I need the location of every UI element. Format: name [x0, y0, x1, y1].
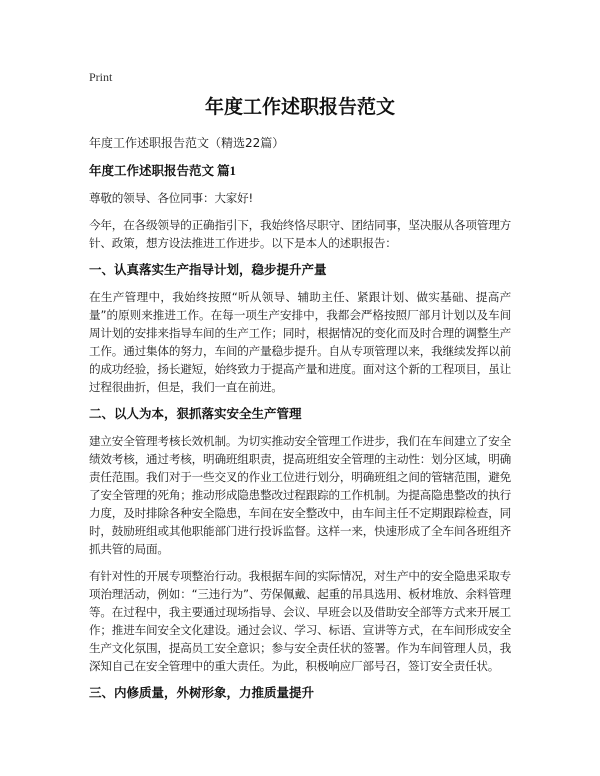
section-2-paragraph-2: 有针对性的开展专项整治行动。我根据车间的实际情况，对生产中的安全隐患采取专项治理活动，例如：“三违行为”、劳保佩戴、起重的吊具选用、板材堆放、余料管理等。在过程中，我主要通过现场指导、会议、早班会以及借助安全部等方式来开展工作；推进车间安全文化建设。通过会议、学习、标语、宣讲等方式，在车间形成安全生产文化氛围，提高员工安全意识；参与安全责任状的签署。作为车间管理人员，我深知自己在安全管理中的重大责任。为此，积极响应厂部号召，签订安全责任状。 [89, 569, 511, 673]
intro-paragraph: 今年，在各级领导的正确指引下，我始终恪尽职守、团结同事，坚决服从各项管理方针、政策，想方设法推进工作进步。以下是本人的述职报告： [89, 218, 511, 250]
document-title: 年度工作述职报告范文 [204, 97, 395, 118]
section-1-heading: 一、认真落实生产指导计划，稳步提升产量 [89, 263, 327, 277]
section-1-paragraph-1: 在生产管理中，我始终按照“听从领导、辅助主任、紧跟计划、做实基础、提高产量”的原则来推进工作。在每一项生产安排中，我都会严格按照厂部月计划以及车间周计划的安排来指导车间的生产工作；同时，根据情况的变化而及时合理的调整生产工作。通过集体的努力，车间的产量稳步提升。自从专项管理以来，我继续发挥以前的成功经验，扬长避短，始终致力于提高产量和进度。面对这个新的工程项目，虽让过程很曲折，但是，我们一直在前进。 [89, 290, 511, 394]
section-2-paragraph-1: 建立安全管理考核长效机制。为切实推动安全管理工作进步，我们在车间建立了安全绩效考核，通过考核，明确班组职责，提高班组安全管理的主动性：划分区域，明确责任范围。我们对于一些交叉的作业工位进行划分，明确班组之间的管辖范围，避免了安全管理的死角；推动形成隐患整改过程跟踪的工作机制。为提高隐患整改的执行力度，及时排除各种安全隐患，车间在安全整改中，由车间主任不定期跟踪检查，同时，鼓励班组或其他职能部门进行投诉监督。这样一来，快速形成了全车间各班组齐抓共管的局面。 [89, 434, 511, 556]
section-3-heading: 三、内修质量，外树形象，力推质量提升 [89, 686, 315, 700]
article-heading: 年度工作述职报告范文 篇1 [89, 164, 236, 178]
print-label: Print [89, 70, 113, 84]
greeting-paragraph: 尊敬的领导、各位同事：大家好! [89, 191, 253, 205]
document-subtitle: 年度工作述职报告范文（精选22篇） [89, 136, 285, 150]
section-2-heading: 二、以人为本，狠抓落实安全生产管理 [89, 407, 302, 421]
